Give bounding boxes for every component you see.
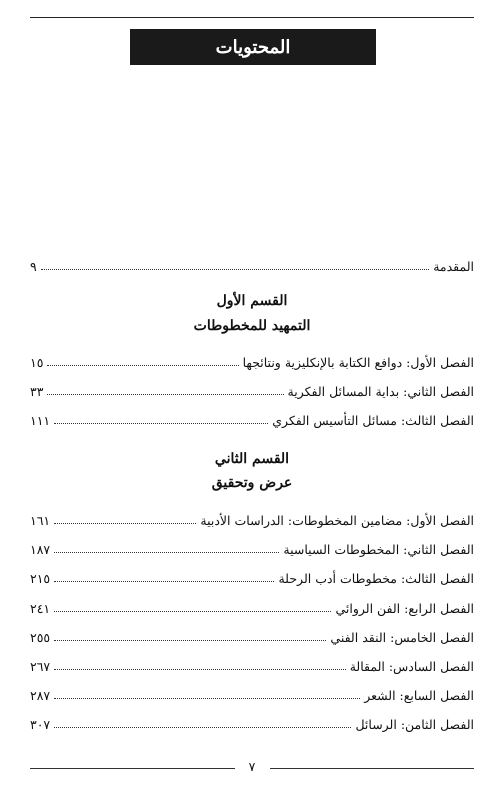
toc-entry-label: الفصل الثالث: مخطوطات أدب الرحلة bbox=[278, 571, 474, 586]
toc-entry-page: ٢٤١ bbox=[30, 601, 51, 616]
toc-entry-page: ١٨٧ bbox=[30, 542, 51, 557]
toc-entry bbox=[30, 379, 474, 399]
toc-entry bbox=[30, 712, 474, 732]
top-rule bbox=[30, 17, 474, 18]
dot-leader bbox=[41, 269, 429, 270]
dot-leader bbox=[54, 669, 346, 670]
toc-entry-page: ٩ bbox=[30, 259, 37, 274]
toc-entry-label: المقدمة bbox=[433, 259, 474, 274]
toc-entry-intro bbox=[30, 254, 474, 274]
toc-entry-page: ٢٨٧ bbox=[30, 688, 51, 703]
toc-entry-page: ١٦١ bbox=[30, 513, 51, 528]
page-title: المحتويات bbox=[130, 29, 376, 65]
toc-entry bbox=[30, 683, 474, 703]
dot-leader bbox=[47, 365, 238, 366]
part2-heading: القسم الثاني bbox=[214, 451, 290, 467]
part2-subheading: عرض وتحقيق bbox=[211, 475, 293, 491]
toc-entry bbox=[30, 408, 474, 428]
toc-entry-label: الفصل الأول: مضامين المخطوطات: الدراسات الأدبية bbox=[200, 513, 474, 528]
dot-leader bbox=[54, 727, 351, 728]
toc-entry bbox=[30, 566, 474, 586]
dot-leader bbox=[54, 640, 326, 641]
toc-entry-page: ٢٦٧ bbox=[30, 659, 51, 674]
toc-entry-page: ٣٣ bbox=[30, 384, 44, 399]
toc-entry-page: ١١١ bbox=[30, 413, 51, 428]
toc-entry-label: الفصل السادس: المقالة bbox=[349, 659, 474, 674]
toc-entry-page: ٢٥٥ bbox=[30, 630, 51, 645]
part1-subheading: التمهيد للمخطوطات bbox=[193, 318, 311, 334]
page-number: ٧ bbox=[248, 759, 256, 774]
dot-leader bbox=[54, 611, 331, 612]
toc-entry bbox=[30, 654, 474, 674]
dot-leader bbox=[54, 698, 360, 699]
dot-leader bbox=[54, 423, 268, 424]
dot-leader bbox=[54, 552, 279, 553]
toc-entry-label: الفصل الثاني: بداية المسائل الفكرية bbox=[287, 384, 474, 399]
toc-entry-label: الفصل الرابع: الفن الروائي bbox=[335, 601, 474, 616]
toc-entry-label: الفصل الثاني: المخطوطات السياسية bbox=[283, 542, 474, 557]
toc-entry-label: الفصل السابع: الشعر bbox=[364, 688, 474, 703]
toc-entry bbox=[30, 596, 474, 616]
toc-entry bbox=[30, 625, 474, 645]
dot-leader bbox=[47, 394, 283, 395]
toc-entry bbox=[30, 508, 474, 528]
toc-entry-label: الفصل الأول: دوافع الكتابة بالإنكليزية ونتائجها bbox=[242, 355, 474, 370]
toc-entry bbox=[30, 537, 474, 557]
toc-entry-page: ١٥ bbox=[30, 355, 44, 370]
toc-entry-label: الفصل الخامس: النقد الفني bbox=[330, 630, 474, 645]
toc-entry-label: الفصل الثامن: الرسائل bbox=[355, 717, 474, 732]
footer-rule-left bbox=[30, 768, 235, 769]
toc-entry bbox=[30, 350, 474, 370]
footer-rule-right bbox=[270, 768, 474, 769]
dot-leader bbox=[54, 581, 274, 582]
toc-entry-page: ٢١٥ bbox=[30, 571, 51, 586]
toc-entry-label: الفصل الثالث: مسائل التأسيس الفكري bbox=[272, 413, 474, 428]
part1-heading: القسم الأول bbox=[216, 293, 288, 309]
toc-entry-page: ٣٠٧ bbox=[30, 717, 51, 732]
dot-leader bbox=[54, 523, 196, 524]
